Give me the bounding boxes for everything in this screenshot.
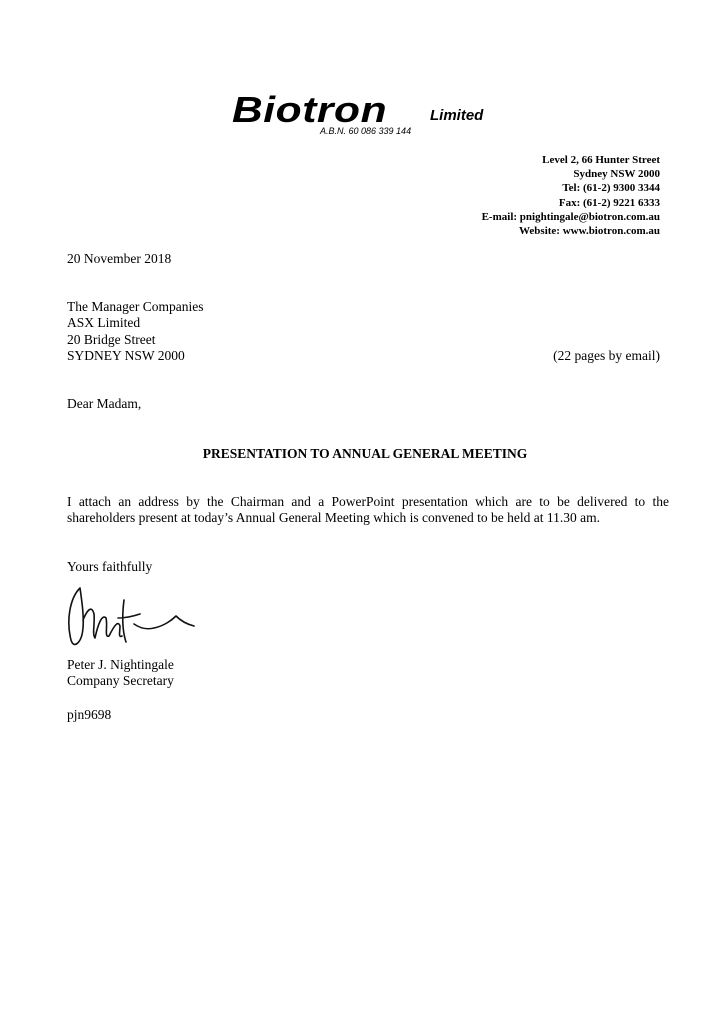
address-website: Website: www.biotron.com.au [519,225,660,238]
address-fax: Fax: (61-2) 9221 6333 [558,196,660,209]
address-city: Sydney NSW 2000 [573,168,660,181]
closing: Yours faithfully [67,559,153,574]
address-street: Level 2, 66 Hunter Street [542,154,660,166]
recipient-line: SYDNEY NSW 2000 [67,347,185,363]
handwritten-signature [62,580,198,652]
address-email: E-mail: pnightingale@biotron.com.au [481,210,660,223]
reference-code: pjn9698 [67,707,112,722]
address-tel: Tel: (61-2) 9300 3344 [562,182,660,195]
recipient-line: ASX Limited [67,315,141,331]
salutation: Dear Madam, [67,396,142,411]
letter-date: 20 November 2018 [67,251,172,266]
recipient-line: 20 Bridge Street [67,331,156,347]
logo-abn: A.B.N. 60 086 339 144 [320,126,412,136]
signer-name: Peter J. Nightingale [67,657,174,672]
logo-wordmark: Biotron [232,89,388,130]
company-logo [232,89,502,140]
signer-block [67,657,174,690]
subject-heading: PRESENTATION TO ANNUAL GENERAL MEETING [202,446,528,461]
letter-body: I attach an address by the Chairman and a PowerPoint presentation which are to be delivered to the shareholders present at today’s Annual General Meeting which is convened to be held at 11.30 am. [67,494,669,526]
recipient-line: The Manager Companies [67,299,204,314]
recipient-address [67,299,203,364]
signer-title: Company Secretary [67,673,174,689]
logo-limited: Limited [430,107,484,124]
letterhead-address [482,153,660,238]
pages-note: (22 pages by email) [553,348,660,363]
